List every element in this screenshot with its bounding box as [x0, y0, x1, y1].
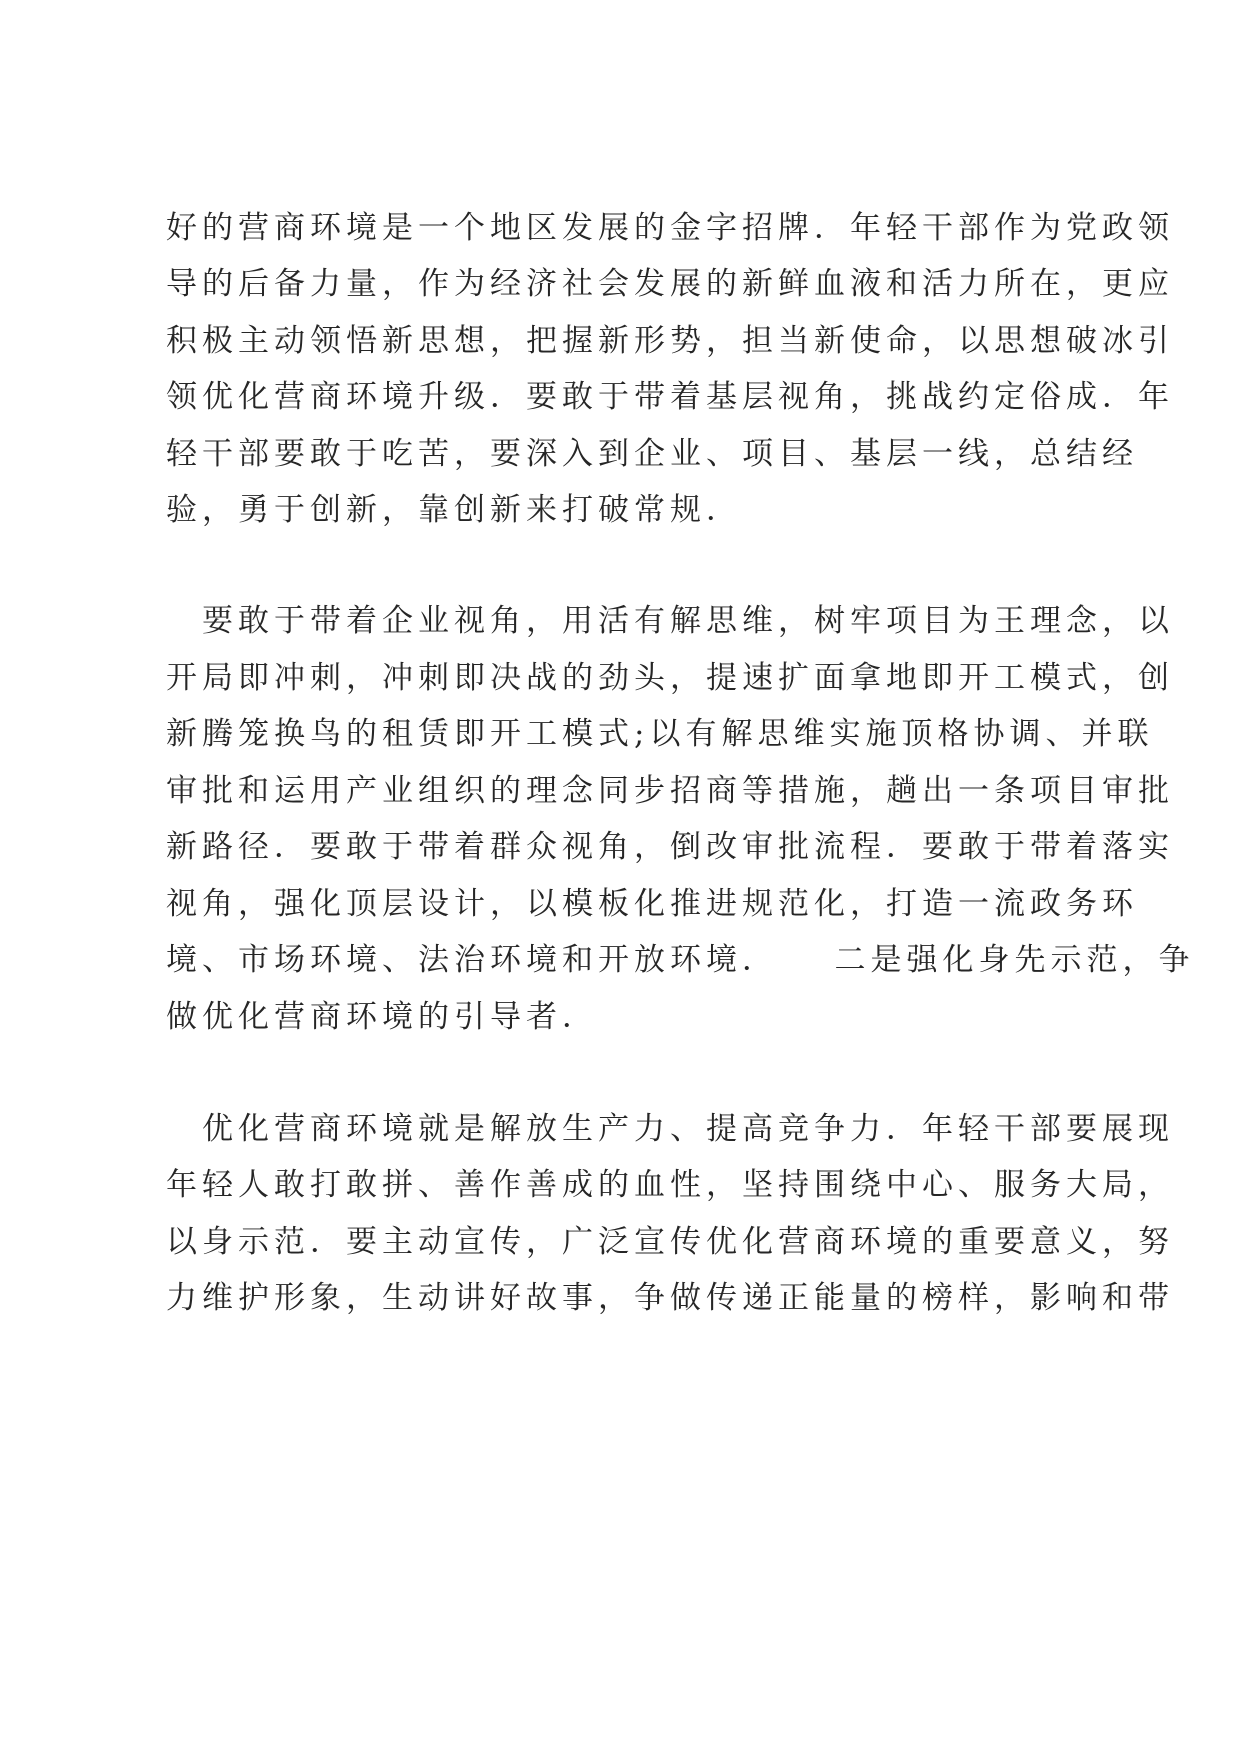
paragraph-2-line-8: 做优化营商环境的引导者． [166, 999, 598, 1035]
paragraph-1-line-6: 验，勇于创新，靠创新来打破常规． [166, 492, 742, 528]
paragraph-2-line-6: 视角，强化顶层设计，以模板化推进规范化，打造一流政务环 [166, 886, 1138, 922]
paragraph-1-line-5: 轻干部要敢于吃苦，要深入到企业、项目、基层一线，总结经 [166, 436, 1138, 472]
paragraph-3-line-4: 力维护形象，生动讲好故事，争做传递正能量的榜样，影响和带 [166, 1280, 1174, 1316]
paragraph-2-line-7: 境、市场环境、法治环境和开放环境． 二是强化身先示范，争 [166, 942, 1195, 978]
paragraph-3-line-2: 年轻人敢打敢拼、善作善成的血性，坚持围绕中心、服务大局， [166, 1167, 1174, 1203]
paragraph-1-line-2: 导的后备力量，作为经济社会发展的新鲜血液和活力所在，更应 [166, 266, 1174, 302]
paragraph-2-line-3: 新腾笼换鸟的租赁即开工模式;以有解思维实施顶格协调、并联 [166, 716, 1154, 752]
paragraph-2-line-4: 审批和运用产业组织的理念同步招商等措施，趟出一条项目审批 [166, 773, 1174, 809]
paragraph-2-line-1: 要敢于带着企业视角，用活有解思维，树牢项目为王理念，以 [166, 603, 1174, 639]
paragraph-1-line-3: 积极主动领悟新思想，把握新形势，担当新使命，以思想破冰引 [166, 323, 1174, 359]
paragraph-2-line-5: 新路径．要敢于带着群众视角，倒改审批流程．要敢于带着落实 [166, 829, 1174, 865]
paragraph-1-line-4: 领优化营商环境升级．要敢于带着基层视角，挑战约定俗成．年 [166, 379, 1174, 415]
paragraph-2-line-2: 开局即冲刺，冲刺即决战的劲头，提速扩面拿地即开工模式，创 [166, 660, 1174, 696]
paragraph-3-line-1: 优化营商环境就是解放生产力、提高竞争力．年轻干部要展现 [166, 1111, 1174, 1147]
paragraph-1-line-1: 好的营商环境是一个地区发展的金字招牌．年轻干部作为党政领 [166, 210, 1174, 246]
paragraph-3-line-3: 以身示范．要主动宣传，广泛宣传优化营商环境的重要意义，努 [166, 1224, 1174, 1260]
